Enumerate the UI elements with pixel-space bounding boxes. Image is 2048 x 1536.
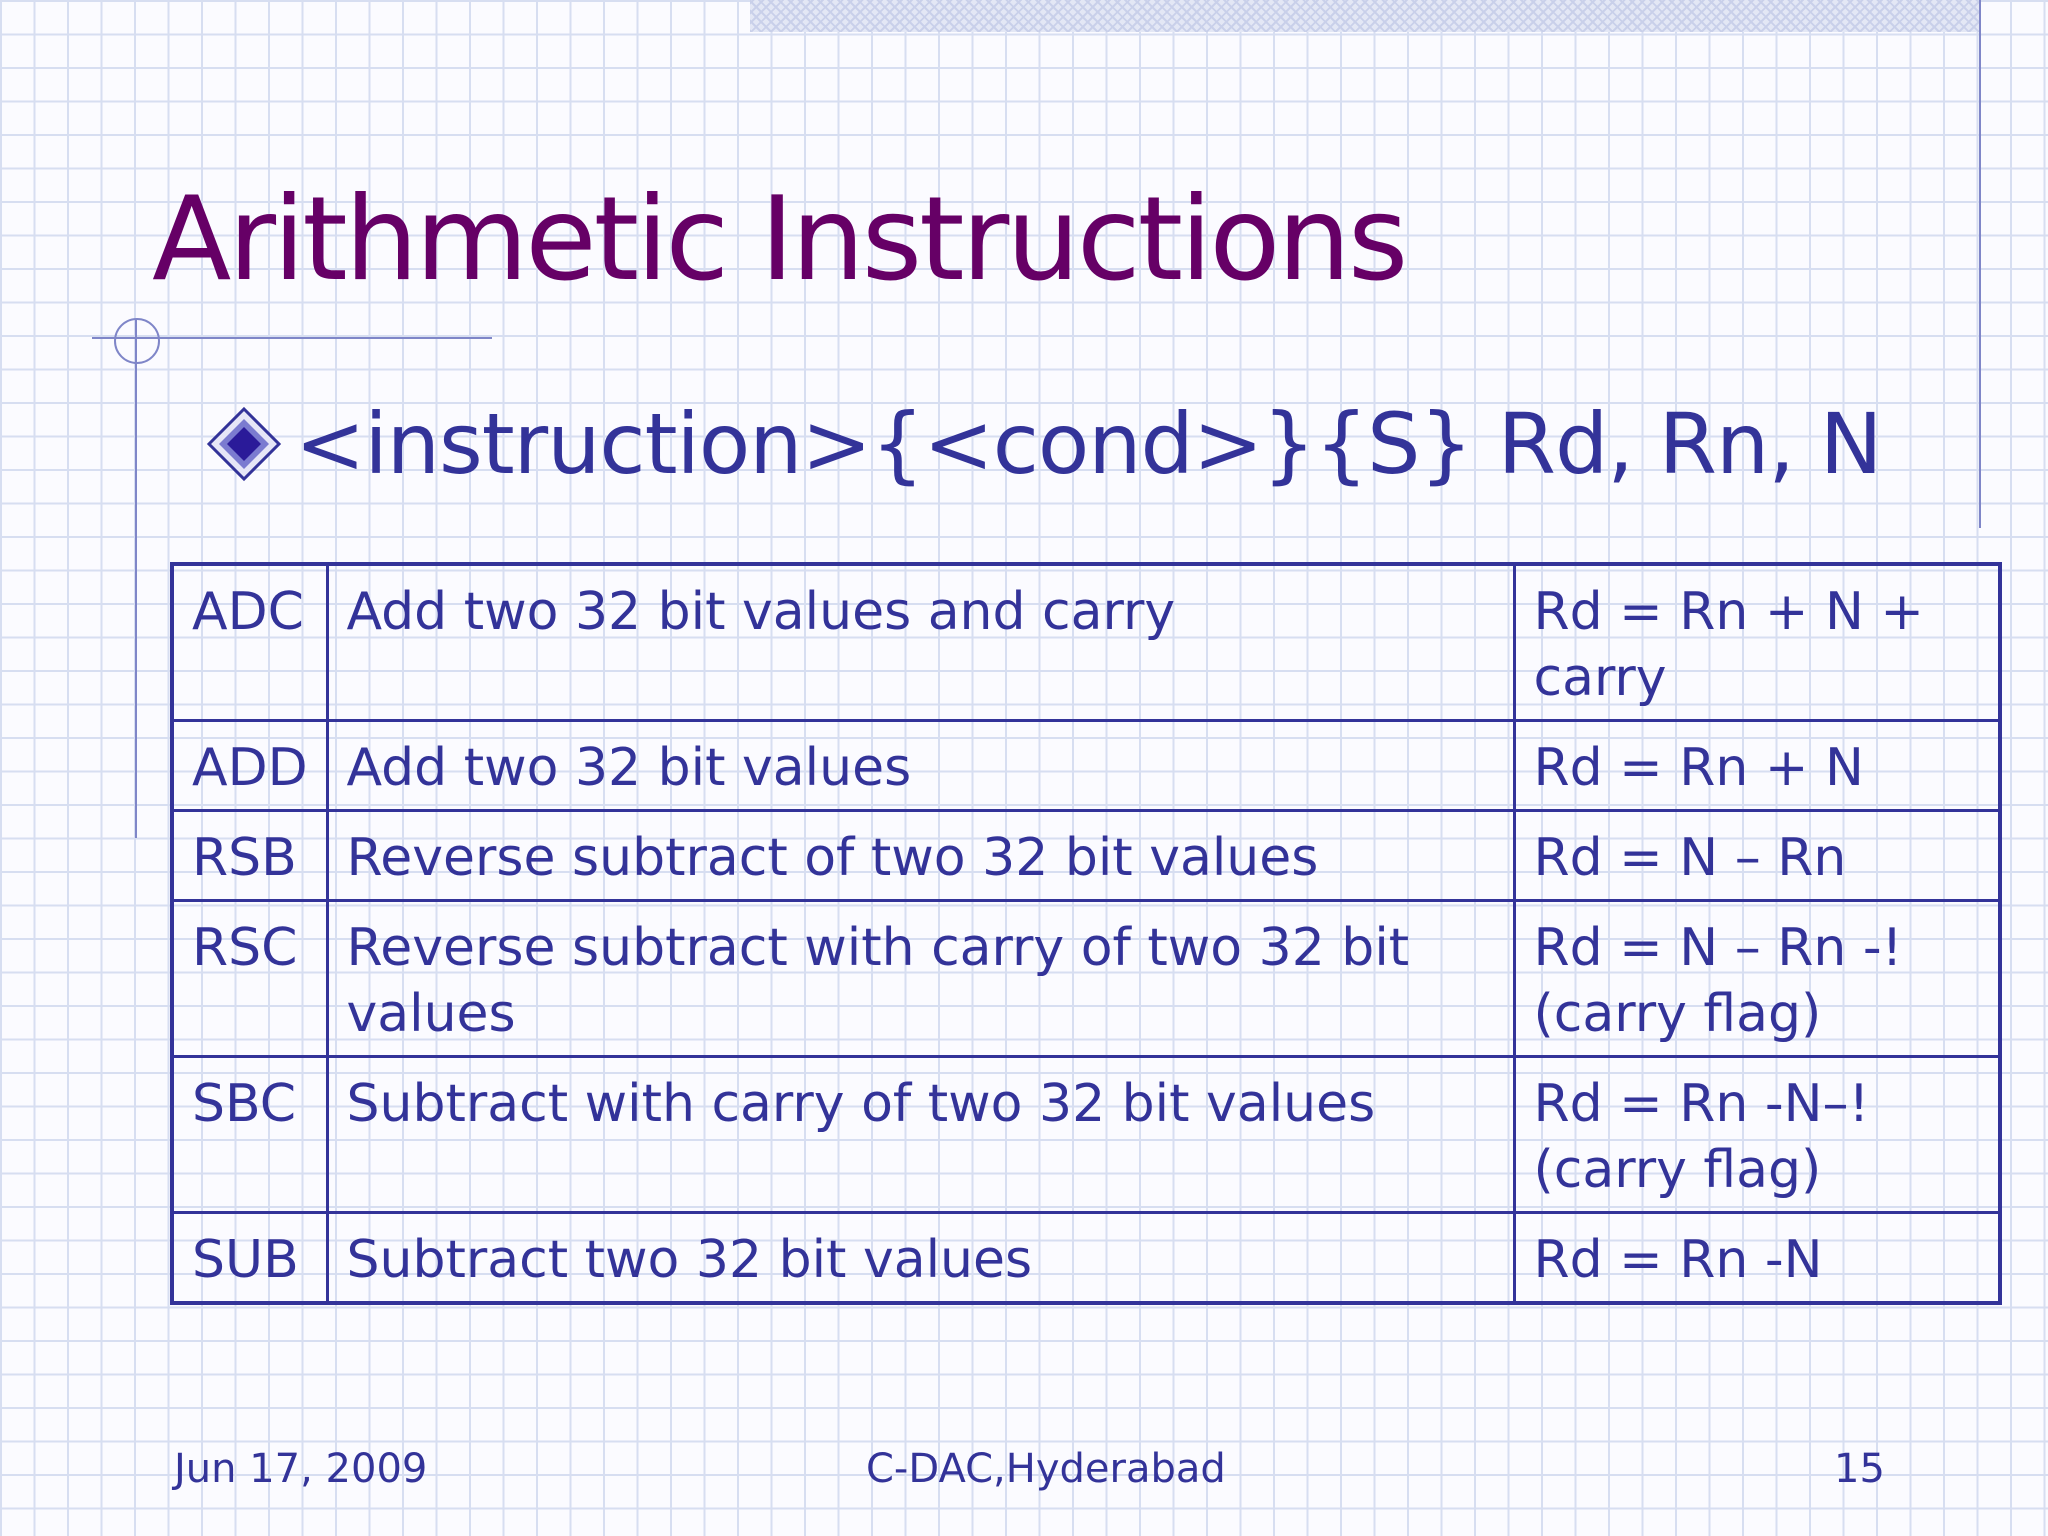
footer-organization: C-DAC,Hyderabad <box>866 1446 1226 1492</box>
description-cell: Subtract two 32 bit values <box>327 1213 1514 1304</box>
description-cell: Add two 32 bit values <box>327 721 1514 811</box>
mnemonic-cell: RSB <box>172 811 327 901</box>
instruction-syntax: <instruction>{<cond>}{S} Rd, Rn, N <box>295 395 1882 493</box>
footer-date: Jun 17, 2009 <box>174 1446 428 1492</box>
top-pattern-band <box>750 0 1980 32</box>
footer-page-number: 15 <box>1834 1446 1885 1492</box>
decorative-circle <box>114 318 160 364</box>
table-row <box>172 1057 2000 1213</box>
operation-cell: Rd = N – Rn -!(carry flag) <box>1514 901 2000 1057</box>
operation-cell: Rd = Rn + N + carry <box>1514 564 2000 721</box>
mnemonic-cell: ADD <box>172 721 327 811</box>
diamond-bullet-icon <box>205 405 283 483</box>
table-row <box>172 564 2000 721</box>
right-decorative-rule <box>1979 0 1981 528</box>
operation-cell: Rd = Rn + N <box>1514 721 2000 811</box>
table-row <box>172 811 2000 901</box>
description-cell: Reverse subtract with carry of two 32 bit values <box>327 901 1514 1057</box>
bullet-item <box>205 395 1882 493</box>
slide-title: Arithmetic Instructions <box>152 172 1406 307</box>
description-cell: Reverse subtract of two 32 bit values <box>327 811 1514 901</box>
table-row <box>172 1213 2000 1304</box>
mnemonic-cell: SUB <box>172 1213 327 1304</box>
operation-cell: Rd = Rn -N <box>1514 1213 2000 1304</box>
description-cell: Subtract with carry of two 32 bit values <box>327 1057 1514 1213</box>
operation-cell: Rd = N – Rn <box>1514 811 2000 901</box>
operation-cell: Rd = Rn -N–!(carry flag) <box>1514 1057 2000 1213</box>
left-decorative-rule <box>135 320 137 838</box>
mnemonic-cell: RSC <box>172 901 327 1057</box>
mnemonic-cell: ADC <box>172 564 327 721</box>
table-row <box>172 901 2000 1057</box>
mnemonic-cell: SBC <box>172 1057 327 1213</box>
description-cell: Add two 32 bit values and carry <box>327 564 1514 721</box>
arithmetic-instructions-table <box>170 562 2002 1305</box>
table-row <box>172 721 2000 811</box>
